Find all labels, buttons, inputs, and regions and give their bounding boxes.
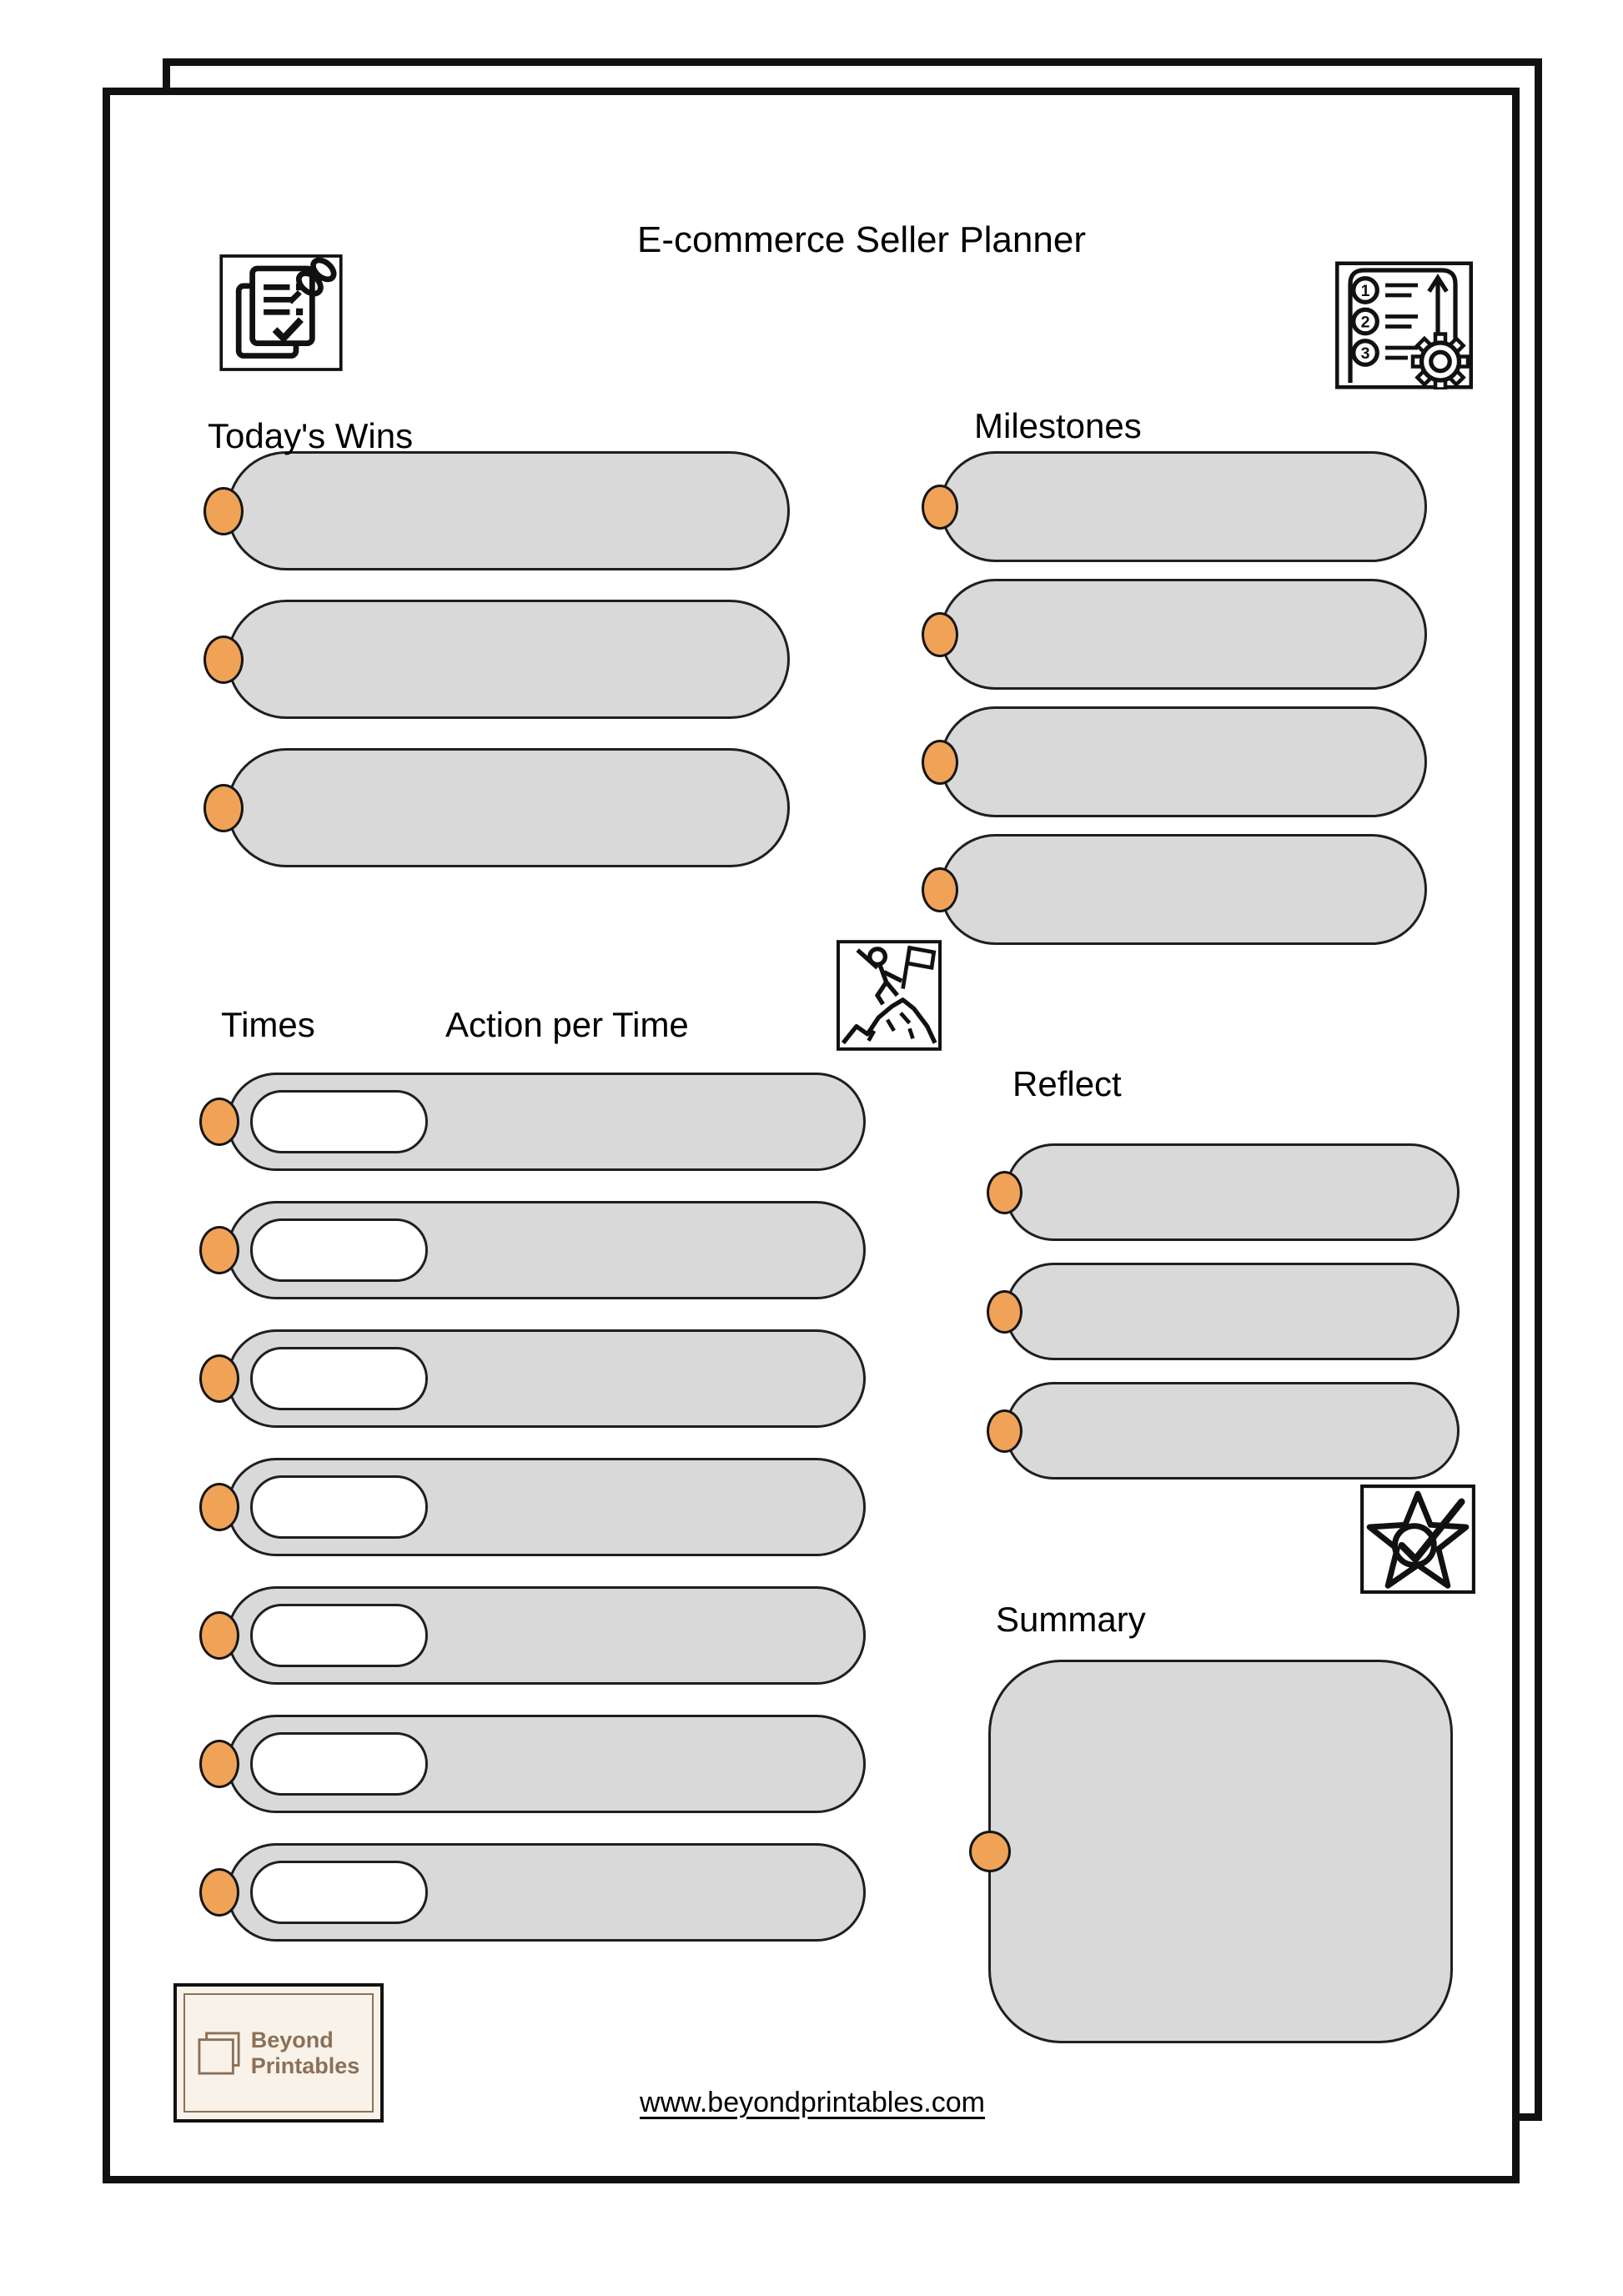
- bullet-dot: [204, 487, 244, 535]
- bullet-dot: [199, 1740, 239, 1788]
- reflect-heading: Reflect: [1012, 1064, 1122, 1103]
- milestones-heading: Milestones: [974, 406, 1142, 445]
- svg-text:3: 3: [1360, 344, 1370, 363]
- brand-badge-frame: [183, 1993, 374, 2113]
- action-per-time-heading: Action per Time: [445, 1005, 689, 1044]
- milestone-row: [940, 451, 1427, 562]
- brand-name-line1: Beyond: [250, 2027, 334, 2053]
- time-input-field[interactable]: [250, 1861, 428, 1924]
- bullet-dot: [199, 1611, 239, 1660]
- time-action-row: [227, 1715, 866, 1813]
- time-action-row: [227, 1843, 866, 1942]
- brand-name: [251, 2027, 360, 2077]
- todays-win-input-field[interactable]: [227, 600, 790, 719]
- times-heading: Times: [221, 1005, 315, 1044]
- milestone-row: [940, 706, 1427, 817]
- time-action-row: [227, 1329, 866, 1428]
- brand-badge: [173, 1983, 384, 2123]
- time-input-field[interactable]: [250, 1475, 428, 1539]
- todays-win-row: [227, 600, 790, 719]
- time-input-field[interactable]: [250, 1347, 428, 1410]
- reflect-input-field[interactable]: [1005, 1143, 1460, 1241]
- time-action-row: [227, 1458, 866, 1556]
- bullet-dot: [922, 867, 958, 912]
- priority-list-gear-icon: [1335, 261, 1473, 394]
- page-title: E-commerce Seller Planner: [637, 219, 1086, 260]
- reflect-row: [1005, 1263, 1460, 1360]
- time-action-row: [227, 1073, 866, 1171]
- reflect-row: [1005, 1143, 1460, 1241]
- times-field-list: [227, 1073, 866, 1942]
- bullet-dot: [199, 1354, 239, 1403]
- bullet-dot: [922, 740, 958, 785]
- milestone-input-field[interactable]: [940, 834, 1427, 945]
- summary-input-field[interactable]: [988, 1660, 1453, 2043]
- time-input-field[interactable]: [250, 1090, 428, 1153]
- bullet-dot: [922, 612, 958, 657]
- time-input-field[interactable]: [250, 1732, 428, 1796]
- bullet-dot: [969, 1831, 1011, 1872]
- star-check-icon: [1360, 1485, 1475, 1598]
- summary-heading: Summary: [996, 1600, 1146, 1639]
- bullet-dot: [199, 1483, 239, 1531]
- bullet-dot: [199, 1098, 239, 1146]
- time-input-field[interactable]: [250, 1218, 428, 1282]
- todays-win-row: [227, 748, 790, 867]
- milestone-input-field[interactable]: [940, 451, 1427, 562]
- reflect-row: [1005, 1382, 1460, 1480]
- time-input-field[interactable]: [250, 1604, 428, 1667]
- todays-win-input-field[interactable]: [227, 748, 790, 867]
- milestone-row: [940, 834, 1427, 945]
- bullet-dot: [922, 485, 958, 530]
- brand-name-line2: Printables: [250, 2052, 360, 2078]
- milestones-field-list: [940, 451, 1427, 945]
- bullet-dot: [204, 636, 244, 684]
- time-action-row: [227, 1586, 866, 1685]
- milestone-row: [940, 579, 1427, 690]
- bullet-dot: [204, 784, 244, 832]
- bullet-dot: [987, 1290, 1023, 1334]
- reflect-input-field[interactable]: [1005, 1382, 1460, 1480]
- pinned-notes-icon: [219, 254, 344, 376]
- bullet-dot: [199, 1868, 239, 1917]
- milestone-input-field[interactable]: [940, 579, 1427, 690]
- svg-text:1: 1: [1360, 281, 1370, 300]
- bullet-dot: [987, 1409, 1023, 1453]
- mountain-summit-flag-icon: [837, 940, 942, 1055]
- bullet-dot: [199, 1226, 239, 1274]
- reflect-field-list: [1005, 1143, 1460, 1480]
- milestone-input-field[interactable]: [940, 706, 1427, 817]
- todays-wins-field-list: [227, 451, 790, 867]
- todays-win-input-field[interactable]: [227, 451, 790, 570]
- reflect-input-field[interactable]: [1005, 1263, 1460, 1360]
- svg-text:2: 2: [1360, 313, 1370, 332]
- brand-pages-icon: [198, 2032, 241, 2075]
- bullet-dot: [987, 1171, 1023, 1214]
- website-link[interactable]: www.beyondprintables.com: [640, 2087, 985, 2118]
- todays-win-row: [227, 451, 790, 570]
- todays-wins-heading: Today's Wins: [208, 416, 414, 455]
- time-action-row: [227, 1201, 866, 1299]
